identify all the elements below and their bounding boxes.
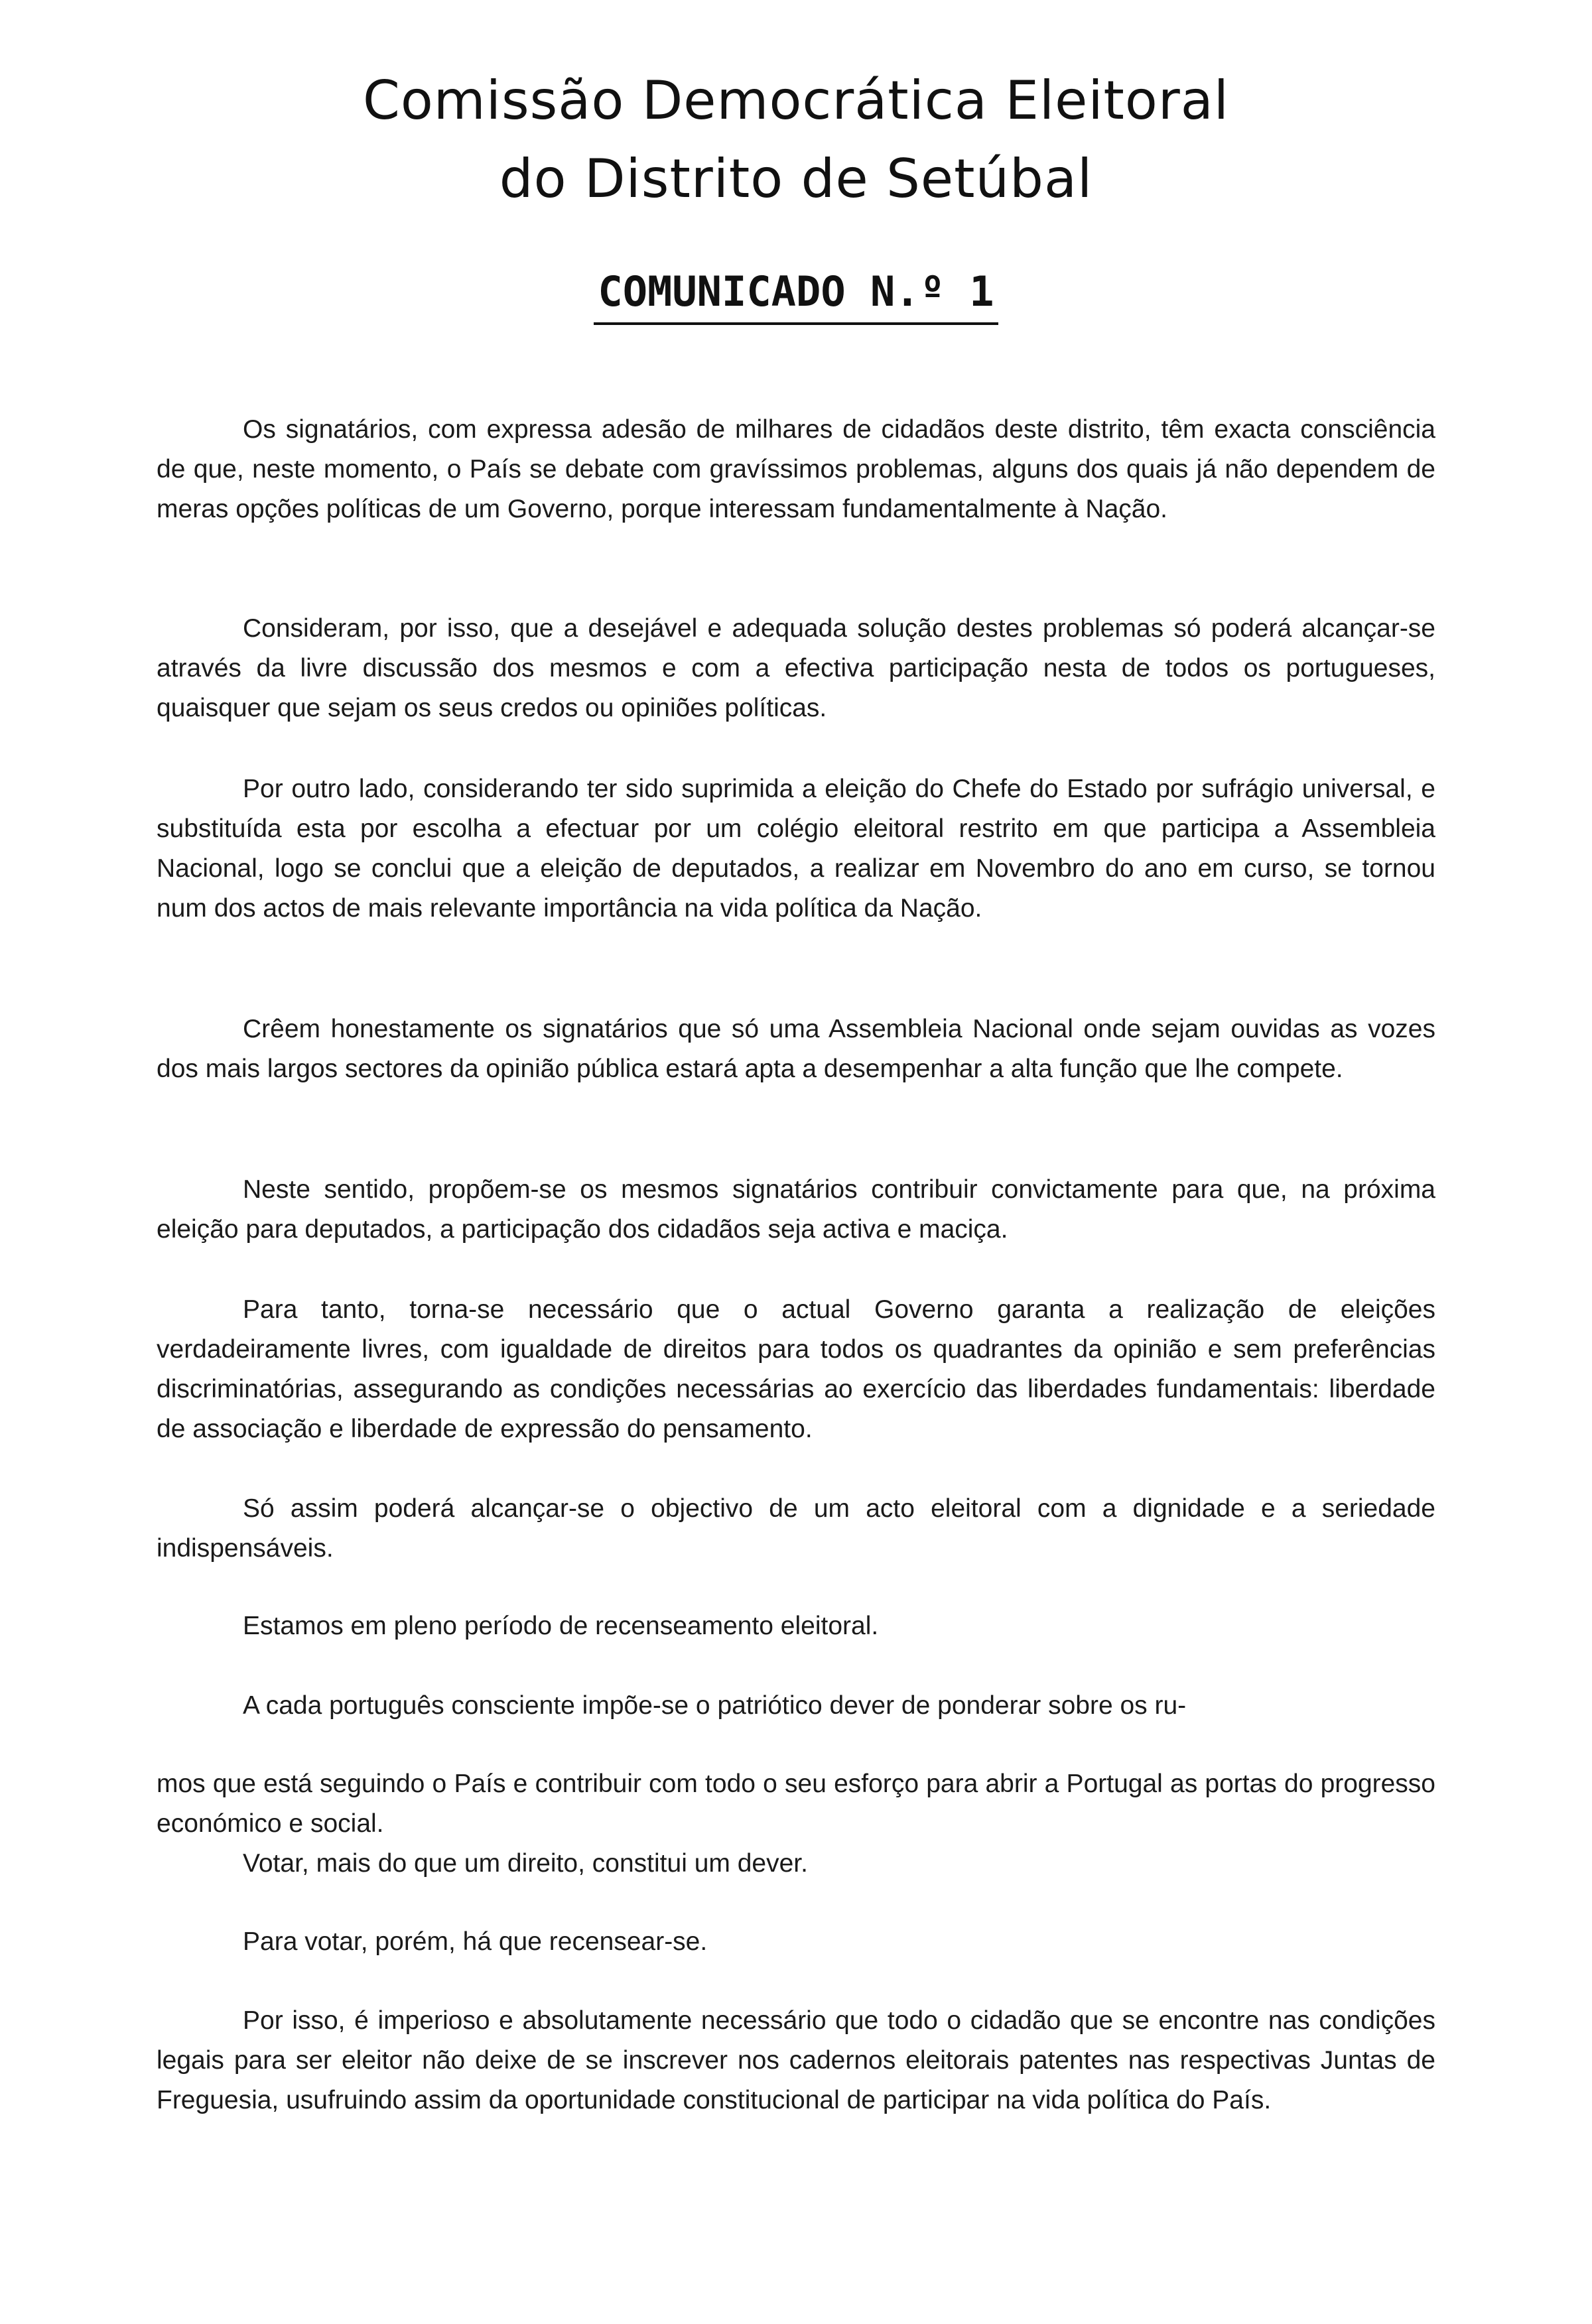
paragraph-4: Crêem honestamente os signatários que só uma Assembleia Nacional onde sejam ouvidas as vozes dos mais largos sectores da opinião pública estará apta a desempenhar a alta função que lhe compete. [157, 1015, 1435, 1083]
paragraph-12: Para votar, porém, há que recensear-se. [243, 1927, 708, 1956]
paragraph-1: Os signatários, com expressa adesão de milhares de cidadãos deste distrito, têm exacta consciência de que, neste momento, o País se debate com gravíssimos problemas, alguns dos quais já não dependem de meras opções políticas de um Governo, porque interessam fundamentalmente à Nação. [157, 415, 1435, 523]
paragraph-13: Por isso, é imperioso e absolutamente necessário que todo o cidadão que se encontre nas condições legais para ser eleitor não deixe de se inscrever nos cadernos eleitorais patentes nas respectivas Juntas de Freguesia, usufruindo assim da oportunidade constitucional de participar na vida política do País. [157, 2006, 1435, 2114]
paragraph-9: A cada português consciente impõe-se o patriótico dever de ponderar sobre os ru- [243, 1691, 1187, 1720]
communique-label: COMUNICADO N.º 1 [594, 265, 998, 325]
paragraph-10: mos que está seguindo o País e contribuir com todo o seu esforço para abrir a Portugal as portas do progresso económico e social. [157, 1770, 1435, 1838]
paragraph-5: Neste sentido, propõem-se os mesmos signatários contribuir convictamente para que, na próxima eleição para deputados, a participação dos cidadãos seja activa e maciça. [157, 1175, 1435, 1244]
title-line-1: Comissão Democrática Eleitoral [362, 70, 1229, 131]
paragraph-8: Estamos em pleno período de recenseamento eleitoral. [243, 1612, 879, 1640]
paragraph-7: Só assim poderá alcançar-se o objectivo de um acto eleitoral com a dignidade e a seriedade indispensáveis. [157, 1494, 1435, 1563]
paragraph-3: Por outro lado, considerando ter sido suprimida a eleição do Chefe do Estado por sufrágio universal, e substituída esta por escolha a efectuar por um colégio eleitoral restrito em que participa a Assembleia Nacional, logo se conclui que a eleição de deputados, a realizar em Novembro do ano em curso, se tornou num dos actos de mais relevante importância na vida política da Nação. [157, 775, 1435, 923]
paragraph-2: Consideram, por isso, que a desejável e adequada solução destes problemas só poderá alcançar-se através da livre discussão dos mesmos e com a efectiva participação nesta de todos os portugueses, quaisquer que sejam os seus credos ou opiniões políticas. [157, 614, 1435, 722]
paragraph-11: Votar, mais do que um direito, constitui um dever. [243, 1849, 808, 1878]
title-line-2: do Distrito de Setúbal [499, 148, 1093, 210]
paragraph-6: Para tanto, torna-se necessário que o actual Governo garanta a realização de eleições verdadeiramente livres, com igualdade de direitos para todos os quadrantes da opinião e sem preferências discriminatórias, assegurando as condições necessárias ao exercício das liberdades fundamentais: liberdade de associação e liberdade de expressão do pensamento. [157, 1295, 1435, 1443]
communique-heading [0, 265, 1592, 325]
